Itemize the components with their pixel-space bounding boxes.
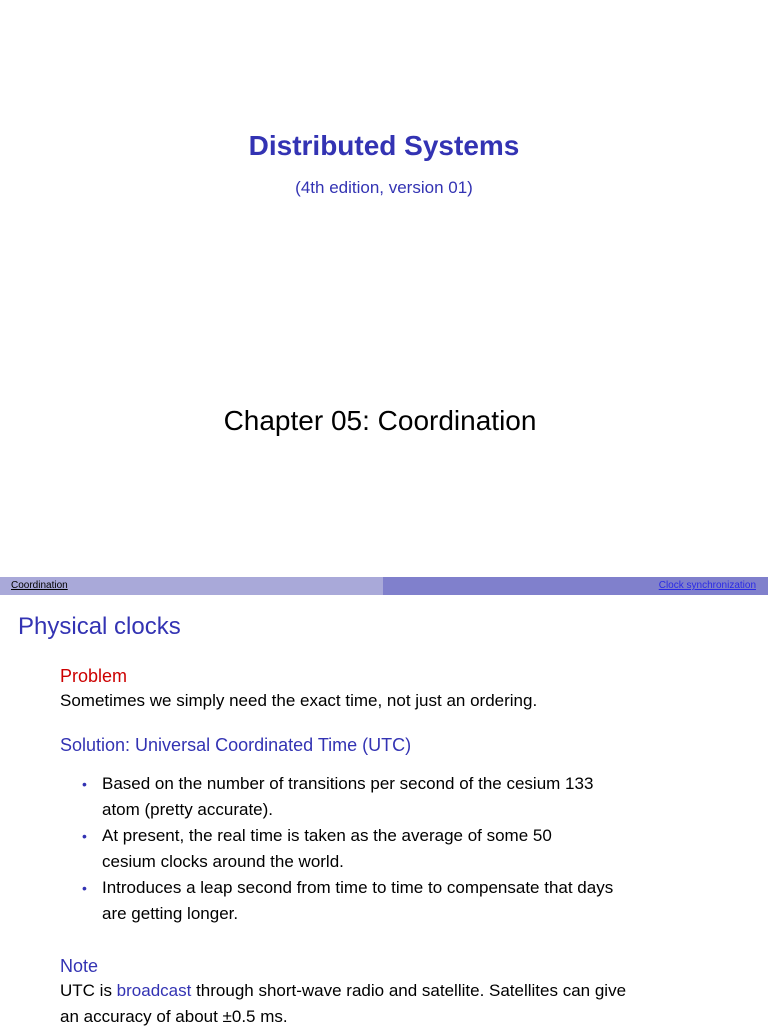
note-text-line2: an accuracy of about ±0.5 ms.: [60, 1007, 288, 1026]
slide-title: Distributed Systems: [248, 130, 520, 161]
frame-title: Physical clocks: [18, 613, 181, 640]
header-section-right: [383, 577, 768, 595]
solution-block: [60, 735, 740, 756]
list-item-line: atom (pretty accurate).: [102, 800, 274, 819]
note-highlight: broadcast: [116, 981, 192, 1000]
note-text: [60, 978, 740, 1030]
problem-block: [60, 666, 740, 714]
problem-text: Sometimes we simply need the exact time, not just an ordering.: [60, 691, 538, 710]
note-text-post: through short-wave radio and satellite. Satellites can give: [191, 981, 627, 1000]
note-block: [60, 956, 740, 1030]
note-title: Note: [60, 956, 99, 976]
list-item-line: Introduces a leap second from time to time to compensate that days: [102, 878, 614, 897]
header-bar: [0, 577, 768, 595]
bullet-icon: •: [82, 828, 87, 844]
header-section-left: [0, 577, 383, 595]
solution-title: Solution: Universal Coordinated Time (UTC): [60, 735, 412, 755]
bullet-icon: •: [82, 880, 87, 896]
problem-title: Problem: [60, 666, 128, 686]
list-item-line: At present, the real time is taken as the average of some 50: [102, 826, 552, 845]
list-item: [80, 823, 700, 875]
list-item: [80, 875, 700, 927]
bullet-icon: •: [82, 776, 87, 792]
subsection-link-clock-synchronization[interactable]: Clock synchronization: [658, 580, 756, 591]
list-item-line: cesium clocks around the world.: [102, 852, 344, 871]
chapter-title: Chapter 05: Coordination: [223, 405, 537, 436]
list-item: [80, 771, 700, 823]
solution-list: [80, 771, 700, 927]
list-item-line: Based on the number of transitions per second of the cesium 133: [102, 774, 594, 793]
slide-subtitle: (4th edition, version 01): [295, 178, 473, 197]
list-item-line: are getting longer.: [102, 904, 239, 923]
section-link-coordination[interactable]: Coordination: [11, 580, 68, 591]
note-text-pre: UTC is: [60, 981, 117, 1000]
